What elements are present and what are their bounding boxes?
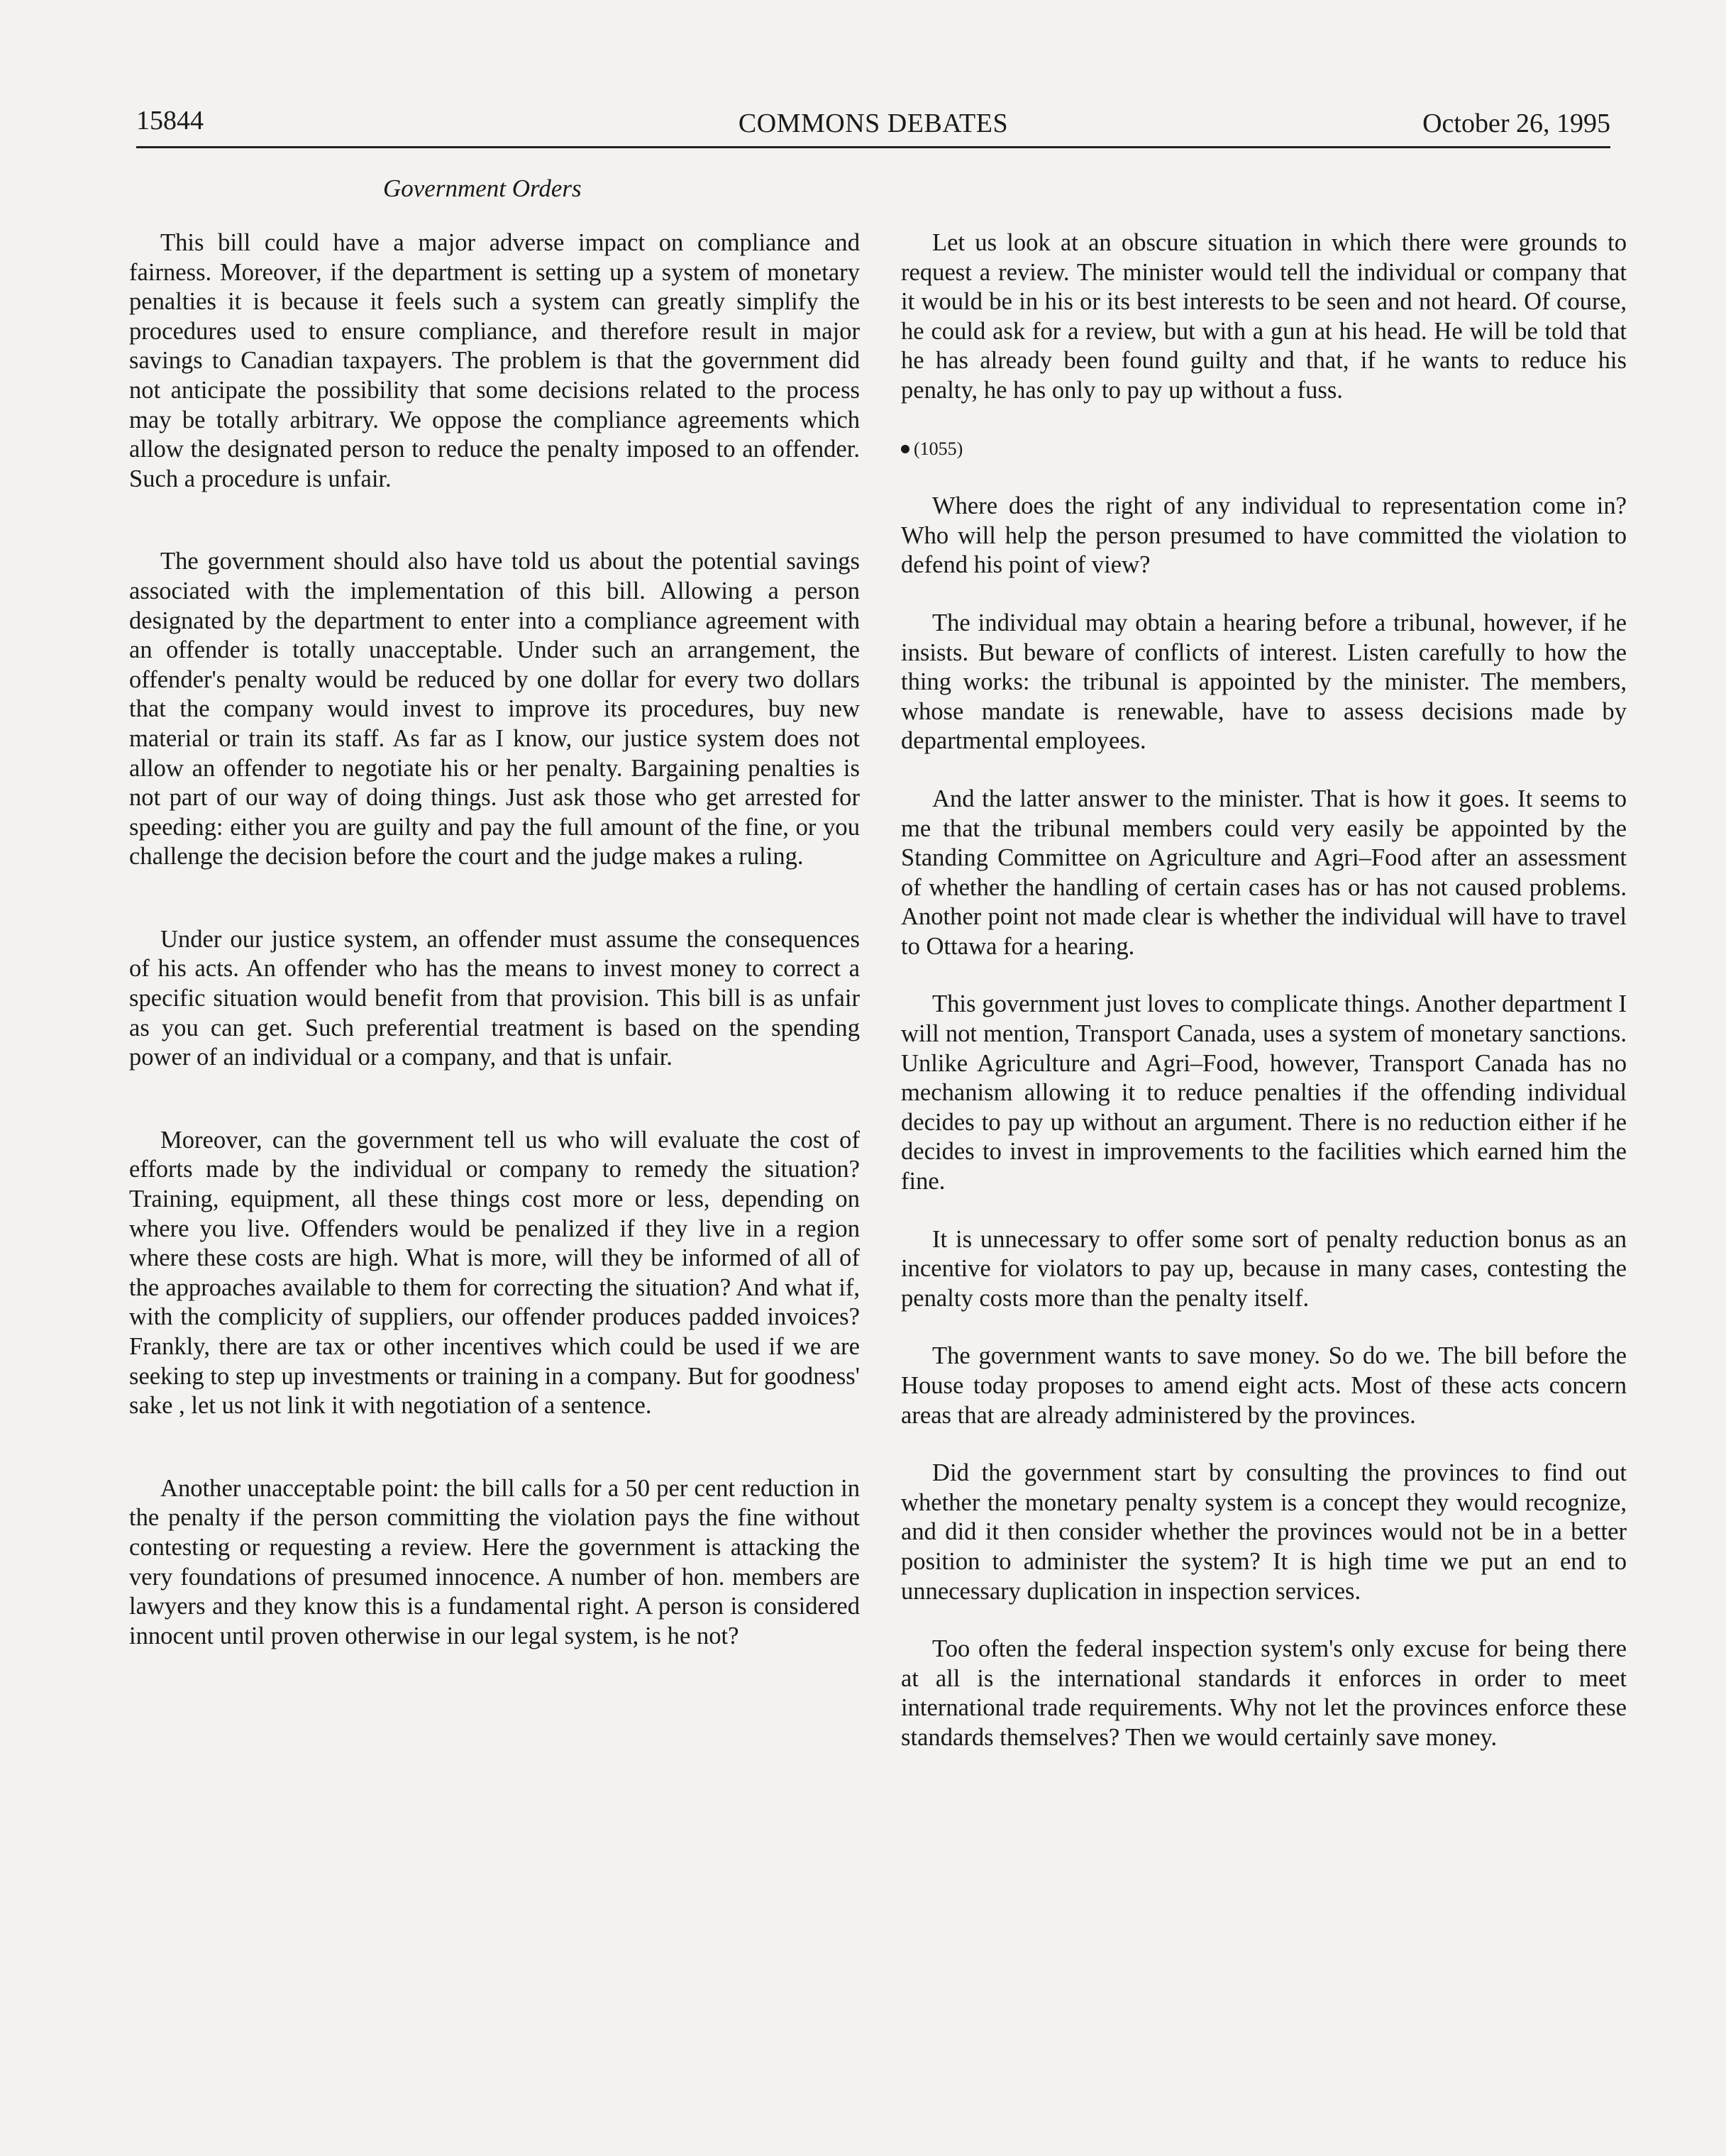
paragraph: The individual may obtain a hearing before a tribunal, however, if he insists. But beware of conflicts of interest. Listen carefully to how the thing works: the tribunal is appointed by the minister. The members, whose mandate is renewable, have to assess decisions made by departmental employees.	[901, 609, 1627, 755]
paragraph: Let us look at an obscure situation in which there were grounds to request a review. The minister would tell the individual or company that it would be in his or its best interests to be seen and not heard. Of course, he could ask for a review, but with a gun at his head. He will be told that he has already been found guilty and that, if he wants to reduce his penalty, he has only to pay up without a fuss.	[901, 229, 1627, 404]
page-header	[136, 105, 1610, 148]
paragraph: This government just loves to complicate things. Another department I will not mention, Transport Canada, uses a system of monetary sanctions. Unlike Agriculture and Agri–Food, however, Transport Canada has no mechanism allowing it to reduce penalties if the offending individual decides to pay up without an argument. There is no reduction either if he decides to invest in improvements to the facilities which earned him the fine.	[901, 990, 1627, 1195]
page-number: 15844	[136, 106, 204, 136]
paragraph: This bill could have a major adverse impact on compliance and fairness. Moreover, if the department is setting up a system of monetary penalties it is because it feels such a system can greatly simplify the procedures used to ensure compliance, and therefore result in major savings to Canadian taxpayers. The problem is that the government did not anticipate the possibility that some decisions related to the process may be totally arbitrary. We oppose the compliance agreements which allow the designated person to reduce the penalty imposed to an offender. Such a procedure is unfair.	[129, 229, 860, 492]
section-title: Government Orders	[383, 175, 582, 202]
left-column	[129, 228, 860, 1704]
paragraph: The government wants to save money. So do we. The bill before the House today proposes to amend eight acts. Most of these acts concern areas that are already administered by the provinces.	[901, 1342, 1627, 1429]
right-column	[901, 228, 1627, 1781]
paragraph: Under our justice system, an offender must assume the consequences of his acts. An offender who has the means to invest money to correct a specific situation would benefit from that provision. This bill is as unfair as you can get. Such preferential treatment is based on the spending power of an individual or a company, and that is unfair.	[129, 925, 860, 1071]
paragraph: The government should also have told us about the potential savings associated with the implementation of this bill. Allowing a person designated by the department to enter into a compliance agreement with an offender is totally unacceptable. Under such an arrangement, the offender's penalty would be reduced by one dollar for every two dollars that the company would invest to improve its procedures, buy new material or train its staff. As far as I know, our justice system does not allow an offender to negotiate his or her penalty. Bargaining penalties is not part of our way of doing things. Just ask those who get arrested for speeding: either you are guilty and pay the full amount of the fine, or you challenge the decision before the court and the judge makes a ruling.	[129, 548, 860, 870]
journal-title: COMMONS DEBATES	[738, 109, 1009, 138]
paragraph: Another unacceptable point: the bill calls for a 50 per cent reduction in the penalty if the person committing the violation pays the fine without contesting or requesting a review. Here the government is attacking the very foundations of presumed innocence. A number of hon. members are lawyers and they know this is a fundamental right. A person is considered innocent until proven otherwise in our legal system, is he not?	[129, 1474, 860, 1649]
paragraph: And the latter answer to the minister. That is how it goes. It seems to me that the tribunal members could very easily be appointed by the Standing Committee on Agriculture and Agri–Food after an assessment of whether the handling of certain cases has or has not caused problems. Another point not made clear is whether the individual will have to travel to Ottawa for a hearing.	[901, 785, 1627, 960]
bullet-icon	[901, 445, 909, 453]
paragraph: It is unnecessary to offer some sort of penalty reduction bonus as an incentive for violators to pay up, because in many cases, contesting the penalty costs more than the penalty itself.	[901, 1225, 1627, 1312]
paragraph: Too often the federal inspection system's only excuse for being there at all is the international standards it enforces in order to meet international trade requirements. Why not let the provinces enforce these standards themselves? Then we would certainly save money.	[901, 1635, 1627, 1751]
issue-date: October 26, 1995	[1422, 109, 1610, 138]
header-rule	[136, 146, 1610, 148]
paragraph: Where does the right of any individual to representation come in? Who will help the person presumed to have committed the violation to defend his point of view?	[901, 492, 1627, 579]
time-marker-label: (1055)	[914, 438, 963, 459]
paragraph: Did the government start by consulting the provinces to find out whether the monetary penalty system is a concept they would recognize, and did it then consider whether the provinces would not be in a better position to administer the system? It is high time we put an end to unnecessary duplication in inspection services.	[901, 1459, 1627, 1605]
time-marker	[901, 434, 1627, 464]
paragraph: Moreover, can the government tell us who will evaluate the cost of efforts made by the individual or company to remedy the situation? Training, equipment, all these things cost more or less, depending on where you live. Offenders would be penalized if they live in a region where these costs are high. What is more, will they be informed of all of the approaches available to them for correcting the situation? And what if, with the complicity of suppliers, our offender produces padded invoices? Frankly, there are tax or other incentives which could be used if we are seeking to step up investments or training in a company. But for goodness' sake , let us not link it with negotiation of a sentence.	[129, 1126, 860, 1420]
